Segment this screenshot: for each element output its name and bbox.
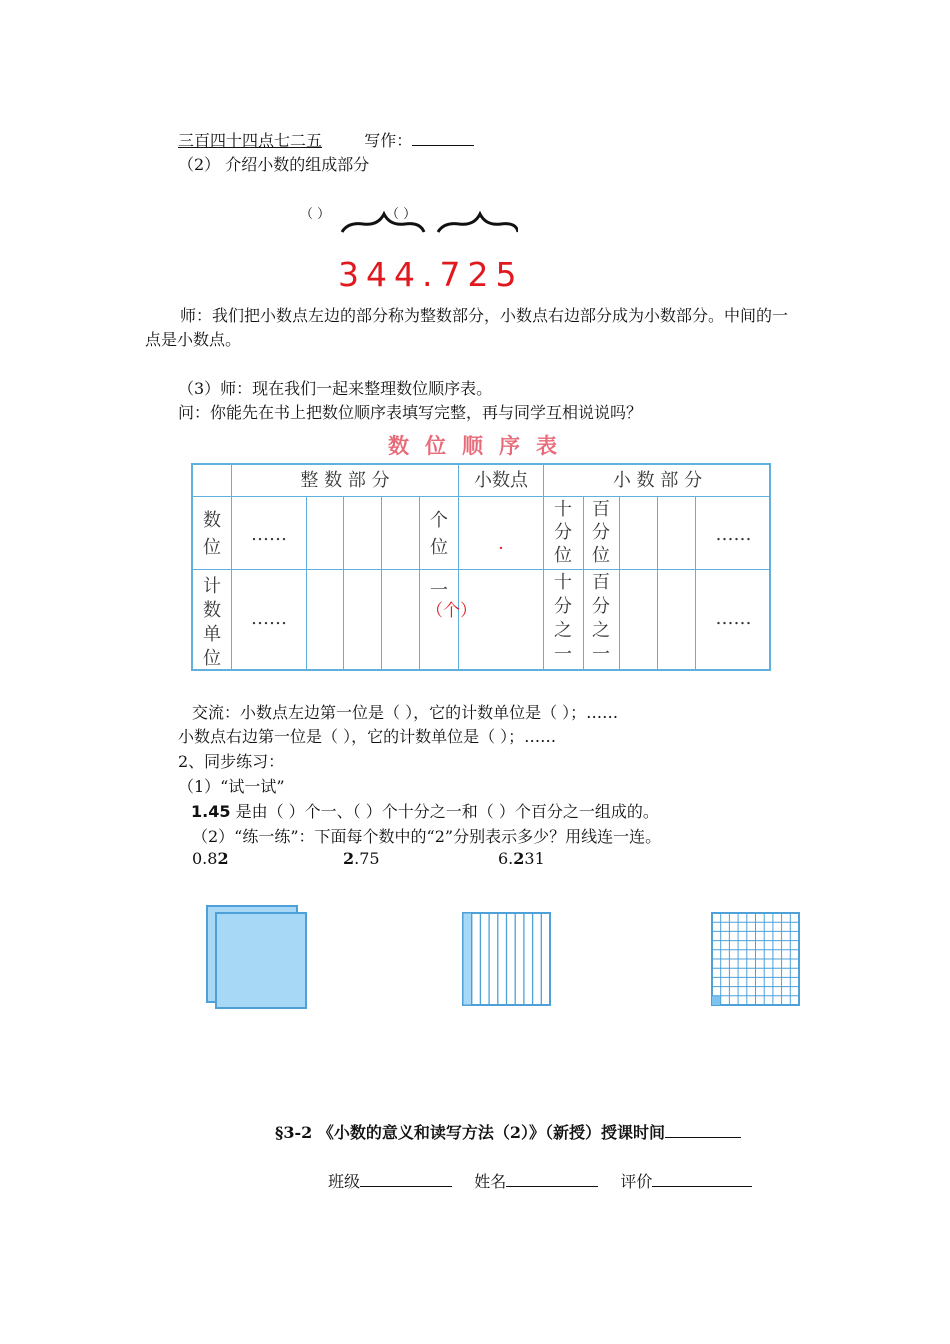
whole-square (215, 912, 307, 1009)
decimal-point-dot: · (498, 538, 504, 559)
lesson-title-line (275, 1120, 741, 1143)
col-line (619, 496, 620, 669)
question-text: 问：你能先在书上把数位顺序表填写完整，再与同学互相说说吗？ (178, 403, 643, 422)
ones-place: 个位 (430, 510, 448, 558)
try-text: 是由（ ）个一、（ ）个十分之一和（ ）个百分之一组成的。 (235, 802, 659, 821)
chinese-number: 三百四十四点七二五 (178, 131, 323, 150)
lesson-time-blank[interactable] (665, 1123, 741, 1138)
lesson-title: §3-2 《小数的意义和读写方法（2）》（新授）授课时间 (275, 1123, 665, 1142)
col-line (657, 496, 658, 669)
tenths-place: 十分位 (554, 499, 572, 566)
integer-brace (342, 214, 424, 232)
number-part: 6. (498, 849, 514, 868)
match-number (343, 849, 380, 868)
try-question (191, 799, 659, 822)
label-col-line (231, 465, 232, 669)
col-line (343, 496, 344, 669)
table-title: 数位顺序表 (388, 434, 573, 458)
match-number (192, 849, 229, 868)
class-label: 班级 (328, 1172, 361, 1191)
try-label: （1）“试一试” (178, 777, 285, 796)
hundredths-grid-square (711, 912, 801, 1006)
hundredths-place: 百分位 (592, 499, 610, 566)
integer-ellipsis: …… (251, 608, 287, 629)
tenth-unit: 十分之一 (554, 572, 572, 665)
decimal-ellipsis: …… (715, 524, 752, 545)
decimal-number: 344.725 (338, 255, 524, 294)
integer-ellipsis: …… (251, 524, 287, 545)
header-divider (193, 496, 769, 497)
name-label: 姓名 (474, 1172, 507, 1191)
teacher-explain-line2: 点是小数点。 (145, 330, 242, 349)
number-part: 0.8 (192, 849, 218, 868)
exchange-line1: 交流：小数点左边第一位是（ ），它的计数单位是（ ）；…… (192, 703, 619, 722)
name-blank[interactable] (506, 1172, 598, 1187)
col-line (419, 496, 420, 669)
reading-line (178, 128, 474, 151)
tenths-strip-square (462, 912, 552, 1006)
teacher-explain-line1: 师：我们把小数点左边的部分称为整数部分，小数点右边部分成为小数部分。中间的一 (180, 306, 789, 325)
number-part: 31 (524, 849, 545, 868)
brace-graphics (338, 210, 518, 240)
part2-heading: （2） 介绍小数的组成部分 (178, 155, 370, 174)
number-part: .75 (354, 849, 380, 868)
evaluation-label: 评价 (620, 1172, 653, 1191)
hundredth-unit: 百分之一 (592, 572, 610, 665)
row-label-place: 数位 (203, 510, 221, 558)
write-label: 写作： (364, 131, 413, 150)
col-line (306, 496, 307, 669)
student-info-line (328, 1169, 752, 1192)
decimal-point-header: 小数点 (474, 470, 528, 491)
match-number (498, 849, 545, 868)
one-unit: 一 (430, 580, 448, 601)
part3-heading: （3）师：现在我们一起来整理数位顺序表。 (178, 379, 493, 398)
decimal-part-blank[interactable]: （ ） (386, 207, 417, 222)
col-line (381, 496, 382, 669)
integer-part-blank[interactable]: （ ） (300, 207, 331, 222)
col-line (583, 496, 584, 669)
highlighted-digit: 2 (343, 849, 355, 868)
exchange-line2: 小数点右边第一位是（ ），它的计数单位是（ ）；…… (178, 727, 557, 746)
highlighted-digit: 2 (513, 849, 525, 868)
write-blank[interactable] (412, 131, 474, 146)
row-divider (193, 569, 769, 570)
decimal-part-header: 小 数 部 分 (612, 470, 703, 491)
integer-part-header: 整 数 部 分 (300, 470, 390, 491)
integer-point-line (458, 465, 459, 669)
one-unit-paren: （个） (426, 601, 477, 621)
practice2-text: （2）“练一练”：下面每个数中的“2”分别表示多少？用线连一连。 (192, 827, 662, 846)
highlighted-digit: 2 (217, 849, 229, 868)
point-decimal-line (543, 465, 544, 669)
class-blank[interactable] (360, 1172, 452, 1187)
practice-heading: 2、同步练习： (178, 752, 285, 771)
decimal-ellipsis: …… (715, 608, 752, 629)
decimal-brace (438, 214, 518, 232)
place-value-table (191, 463, 771, 671)
evaluation-blank[interactable] (652, 1172, 752, 1187)
try-number: 1.45 (191, 802, 231, 821)
row-label-unit: 计数单位 (203, 576, 221, 669)
